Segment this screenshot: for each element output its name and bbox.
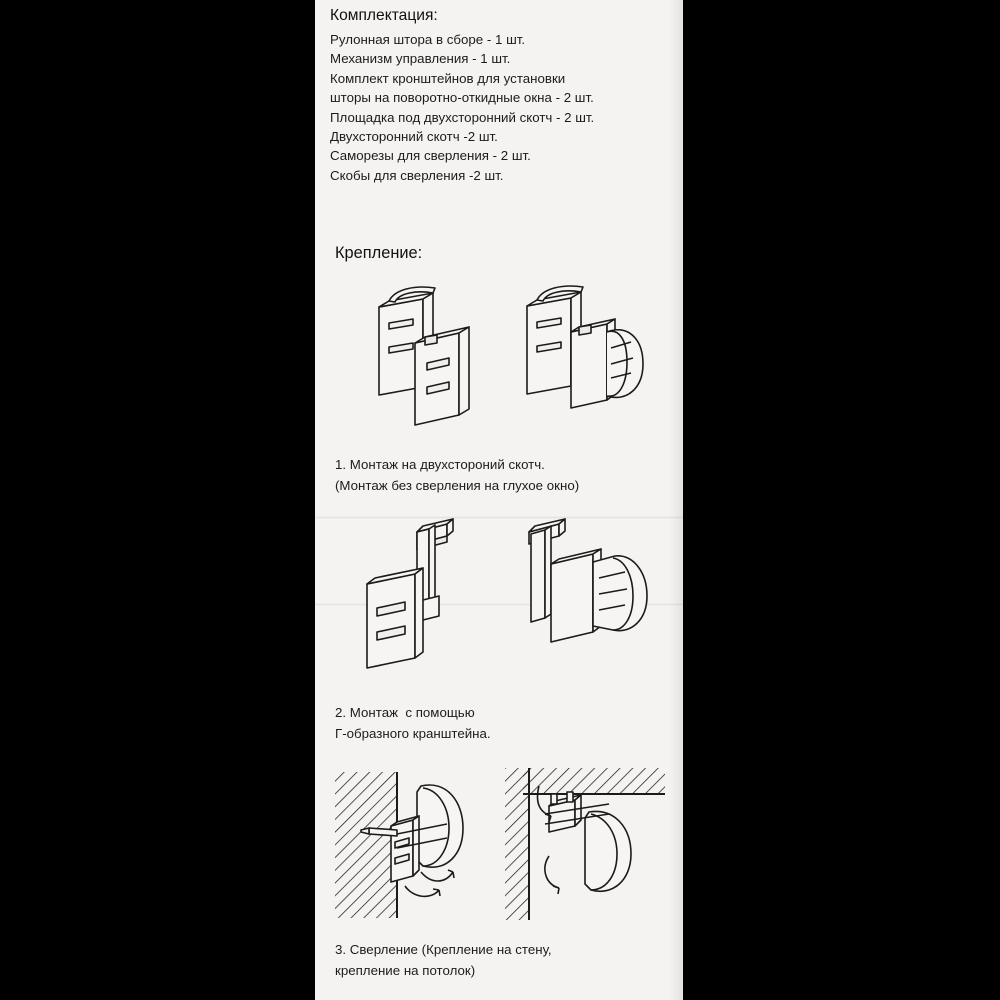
list-item: Комплект кронштейнов для установки <box>330 70 566 86</box>
caption-step1-line1: 1. Монтаж на двухстороний скотч. <box>335 457 545 472</box>
list-item: Рулонная штора в сборе - 1 шт. <box>330 32 526 47</box>
list-item: Площадка под двухсторонний скотч - 2 шт. <box>330 109 595 125</box>
caption-step2-line1: 2. Монтаж с помощью <box>335 705 475 720</box>
list-item: Механизм управления - 1 шт. <box>330 51 511 67</box>
list-item: Скобы для сверления -2 шт. <box>330 167 504 183</box>
caption-step3-line2: крепление на потолок) <box>335 963 476 978</box>
figure-step3-left <box>335 768 485 923</box>
kit-heading: Комплектация: <box>330 7 438 24</box>
figure-step3-right <box>505 768 665 923</box>
kit-items-list <box>330 30 670 185</box>
figure-step1-left <box>365 275 505 425</box>
caption-step2-line2: Г-образного кранштейна. <box>335 726 491 741</box>
list-item: Саморезы для сверления - 2 шт. <box>330 148 531 164</box>
list-item: Двухсторонний скотч -2 шт. <box>330 129 498 145</box>
caption-step3-line1: 3. Сверление (Крепление на стену, <box>335 942 552 957</box>
figure-step1-right <box>515 272 665 427</box>
figure-step2-right <box>515 512 665 662</box>
caption-step1-line2: (Монтаж без сверления на глухое окно) <box>335 478 580 493</box>
figure-step2-left <box>355 512 495 672</box>
mounting-heading: Крепление: <box>335 244 423 262</box>
paper-sheet <box>315 0 683 1000</box>
list-item: шторы на поворотно-откидные окна - 2 шт. <box>330 90 594 106</box>
